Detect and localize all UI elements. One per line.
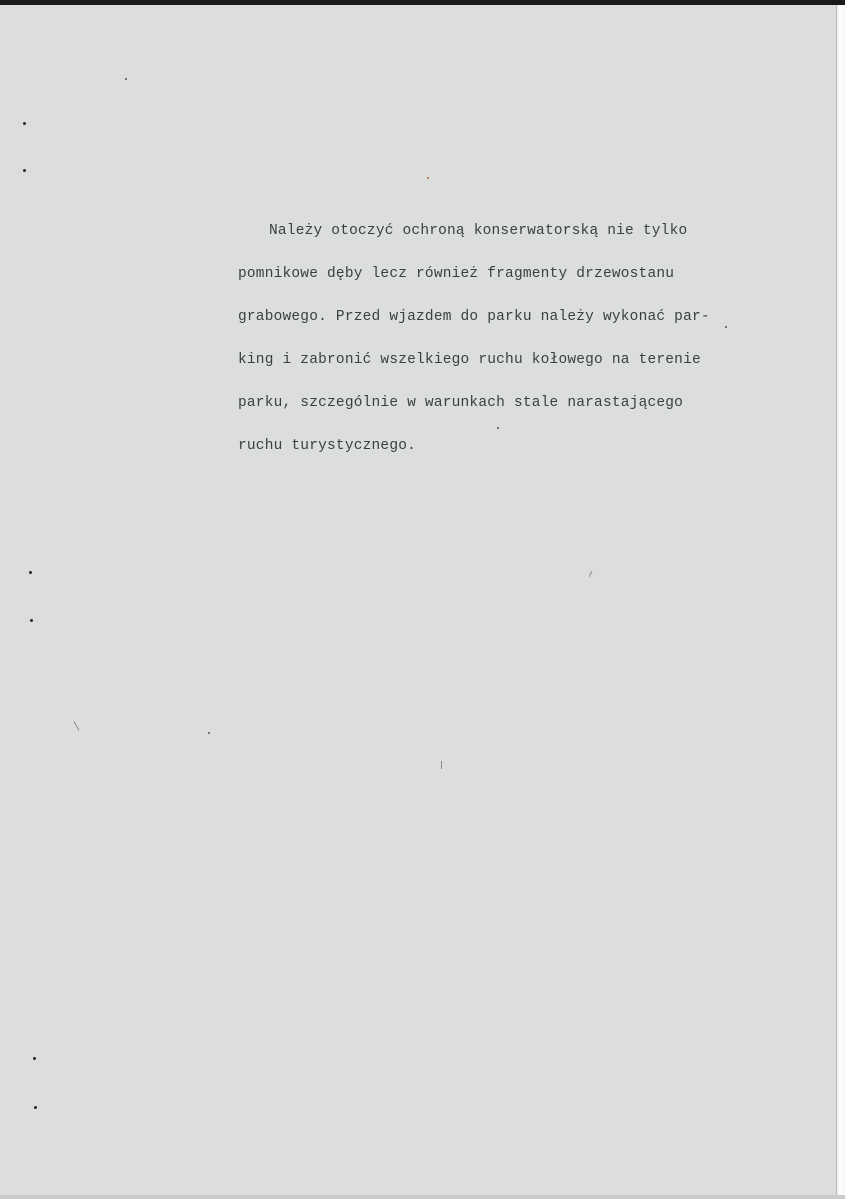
margin-mark xyxy=(29,571,32,574)
margin-mark xyxy=(34,1106,37,1109)
text-line: Należy otoczyć ochroną konserwatorską nie tylko xyxy=(269,223,688,239)
page-bottom-edge xyxy=(0,1195,845,1199)
stray-mark xyxy=(427,177,429,179)
text-line: grabowego. Przed wjazdem do parku należy wykonać par- xyxy=(238,309,710,325)
margin-mark xyxy=(30,619,33,622)
stray-mark xyxy=(74,721,80,730)
stray-mark xyxy=(125,78,127,80)
stray-mark xyxy=(208,732,210,734)
margin-mark xyxy=(33,1057,36,1060)
typed-paragraph xyxy=(238,210,798,468)
stray-mark xyxy=(441,761,442,769)
text-line: pomnikowe dęby lecz również fragmenty drzewostanu xyxy=(238,266,675,282)
margin-mark xyxy=(23,122,26,125)
text-line: king i zabronić wszelkiego ruchu kołowego na terenie xyxy=(238,352,701,368)
page-right-edge xyxy=(836,5,845,1199)
margin-mark xyxy=(23,169,26,172)
text-line: parku, szczególnie w warunkach stale narastającego xyxy=(238,395,684,411)
text-line: ruchu turystycznego. xyxy=(238,438,417,454)
stray-mark xyxy=(589,571,592,577)
